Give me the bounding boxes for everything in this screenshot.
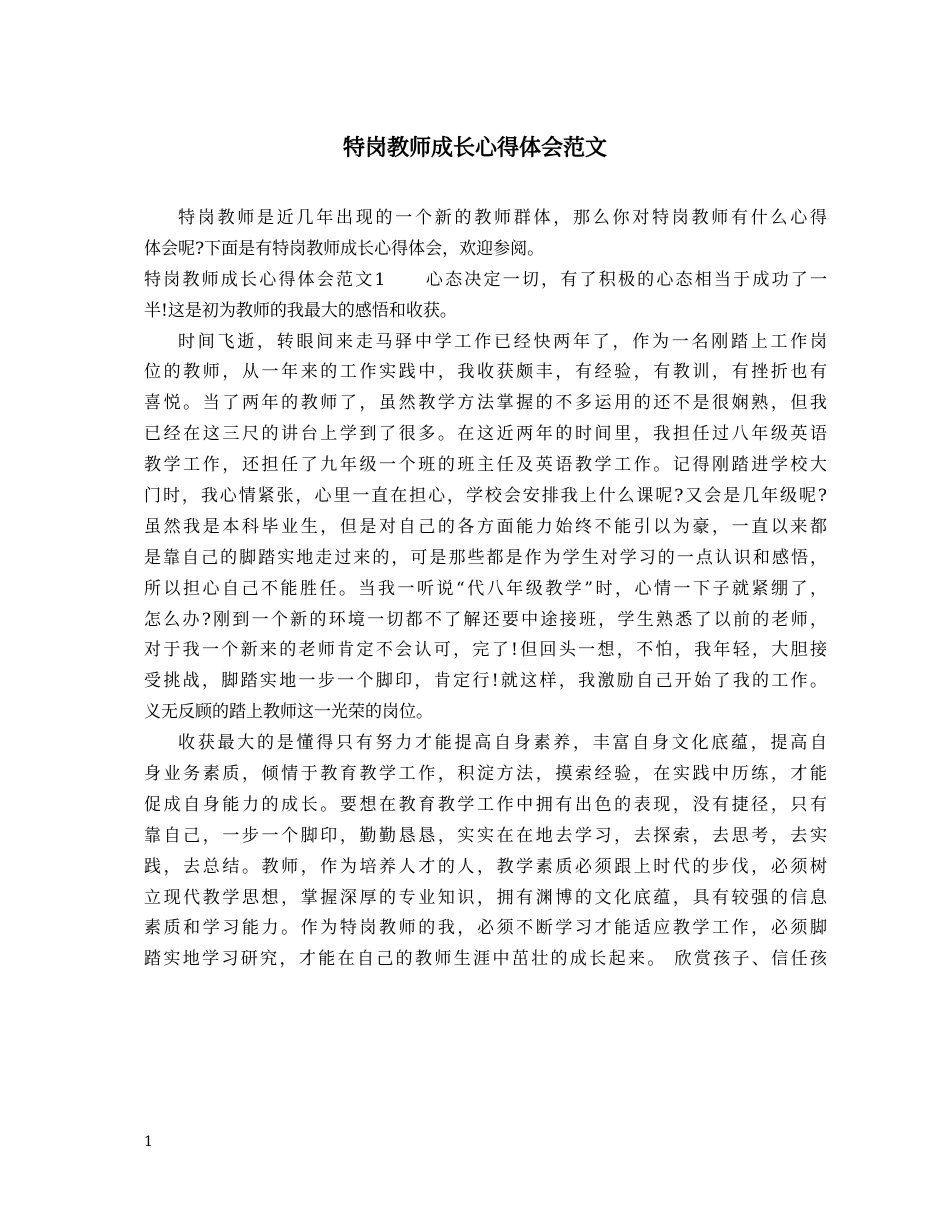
paragraph-line: 立现代教学思想，掌握深厚的专业知识，拥有渊博的文化底蕴，具有较强的信息 <box>144 887 827 908</box>
paragraph-line: 半!这是初为教师的我最大的感悟和收获。 <box>144 300 457 321</box>
paragraph-line: 怎么办?刚到一个新的环境一切都不了解还要中途接班，学生熟悉了以前的老师， <box>144 609 827 630</box>
paragraph-line: 受挑战，脚踏实地一步一个脚印，肯定行!就这样，我激励自己开始了我的工作。 <box>144 671 827 692</box>
paragraph-line: 时间飞逝，转眼间来走马驿中学工作已经快两年了，作为一名刚踏上工作岗 <box>178 331 827 352</box>
paragraph-line: 是靠自己的脚踏实地走过来的，可是那些都是作为学生对学习的一点认识和感悟， <box>144 547 827 568</box>
paragraph-line: 喜悦。当了两年的教师了，虽然教学方法掌握的不多运用的还不是很娴熟，但我 <box>144 393 827 414</box>
document-body <box>144 203 827 975</box>
paragraph-line: 门时，我心情紧张，心里一直在担心，学校会安排我上什么课呢?又会是几年级呢? <box>144 486 827 507</box>
paragraph-line: 特岗教师成长心得体会范文1 心态决定一切，有了积极的心态相当于成功了一 <box>144 269 827 290</box>
paragraph-line: 践，去总结。教师，作为培养人才的人，教学素质必须跟上时代的步伐，必须树 <box>144 856 827 877</box>
paragraph-line: 体会呢?下面是有特岗教师成长心得体会，欢迎参阅。 <box>144 238 545 259</box>
paragraph-line: 对于我一个新来的老师肯定不会认可，完了!但回头一想，不怕，我年轻，大胆接 <box>144 640 827 661</box>
paragraph-line: 教学工作，还担任了九年级一个班的班主任及英语教学工作。记得刚踏进学校大 <box>144 455 827 476</box>
paragraph-line: 靠自己，一步一个脚印，勤勤恳恳，实实在在地去学习，去探索，去思考，去实 <box>144 825 827 846</box>
page-number: 1 <box>144 1134 153 1150</box>
paragraph-line: 所以担心自己不能胜任。当我一听说“代八年级教学”时，心情一下子就紧绷了， <box>144 578 827 599</box>
paragraph-line: 身业务素质，倾情于教育教学工作，积淀方法，摸索经验，在实践中历练，才能 <box>144 764 827 785</box>
paragraph-line: 素质和学习能力。作为特岗教师的我，必须不断学习才能适应教学工作，必须脚 <box>144 918 827 939</box>
document-title: 特岗教师成长心得体会范文 <box>342 135 607 161</box>
paragraph-line: 收获最大的是懂得只有努力才能提高自身素养，丰富自身文化底蕴，提高自 <box>178 733 827 754</box>
paragraph-line: 义无反顾的踏上教师这一光荣的岗位。 <box>144 702 433 723</box>
paragraph-line: 促成自身能力的成长。要想在教育教学工作中拥有出色的表现，没有捷径，只有 <box>144 794 827 815</box>
paragraph-line: 位的教师，从一年来的工作实践中，我收获颇丰，有经验，有教训，有挫折也有 <box>144 362 827 383</box>
paragraph-line: 特岗教师是近几年出现的一个新的教师群体，那么你对特岗教师有什么心得 <box>178 208 827 228</box>
paragraph-line: 踏实地学习研究，才能在自己的教师生涯中茁壮的成长起来。 欣赏孩子、信任孩 <box>144 949 827 970</box>
paragraph-line: 虽然我是本科毕业生，但是对自己的各方面能力始终不能引以为豪，一直以来都 <box>144 516 827 537</box>
paragraph-line: 已经在这三尺的讲台上学到了很多。在这近两年的时间里，我担任过八年级英语 <box>144 424 827 445</box>
